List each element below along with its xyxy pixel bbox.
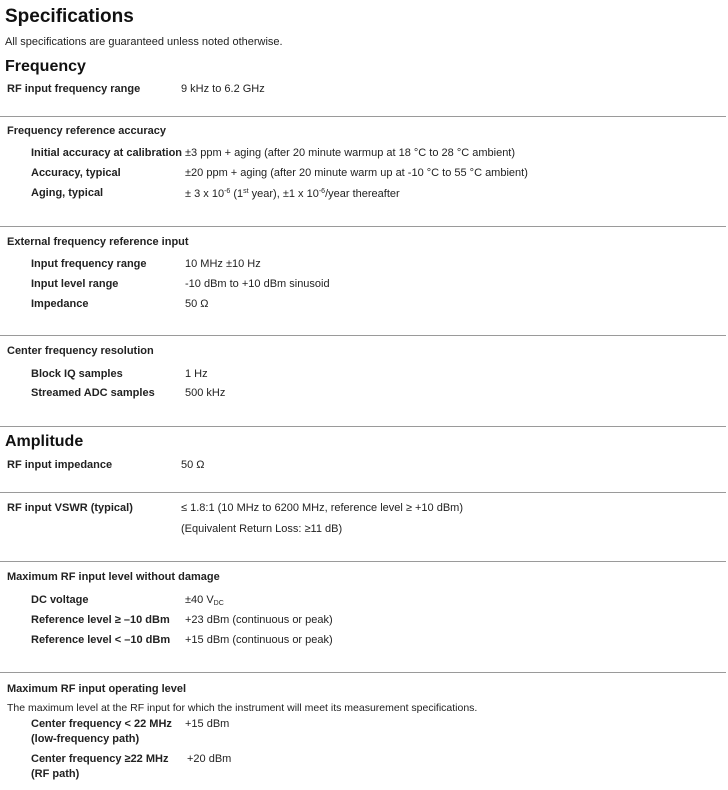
frequency-heading: Frequency xyxy=(5,58,86,75)
external-reference-label: External frequency reference input xyxy=(7,236,189,248)
center-frequency-resolution-label: Center frequency resolution xyxy=(7,345,154,357)
input-level-range-label: Input level range xyxy=(31,278,119,290)
rf-input-impedance-label: RF input impedance xyxy=(7,459,113,471)
initial-accuracy-value: ±3 ppm + aging (after 20 minute warmup at 18 °C to 28 °C ambient) xyxy=(185,147,516,159)
impedance-value: 50 Ω xyxy=(185,298,209,310)
amplitude-heading: Amplitude xyxy=(5,433,84,450)
divider xyxy=(0,335,726,336)
initial-accuracy-label: Initial accuracy at calibration xyxy=(31,147,183,159)
accuracy-typical-value: ±20 ppm + aging (after 20 minute warm up at -10 °C to 55 °C ambient) xyxy=(185,167,528,179)
max-input-without-damage-label: Maximum RF input level without damage xyxy=(7,571,220,583)
page-title: Specifications xyxy=(5,6,134,27)
aging-typical-label: Aging, typical xyxy=(31,187,104,199)
divider xyxy=(0,116,726,117)
input-frequency-range-label: Input frequency range xyxy=(31,258,147,270)
aging-typical-value: ± 3 x $10^{-6}$ (1st year), ±1 x $10^{-6}$/year thereafter xyxy=(185,188,400,200)
rf-frequency-range-value: 9 kHz to 6.2 GHz xyxy=(181,83,265,95)
streamed-adc-samples-label: Streamed ADC samples xyxy=(31,387,155,399)
frequency-reference-accuracy-label: Frequency reference accuracy xyxy=(7,125,166,137)
rf-input-vswr-value: ≤ 1.8:1 (10 MHz to 6200 MHz, reference level ≥ +10 dBm) xyxy=(181,502,464,514)
intro-text: All specifications are guaranteed unless noted otherwise. xyxy=(5,36,283,48)
rf-frequency-range-label: RF input frequency range xyxy=(7,83,141,95)
center-frequency-rf-value: +20 dBm xyxy=(187,753,232,765)
block-iq-samples-value: 1 Hz xyxy=(185,368,208,380)
dc-voltage-value: ±40 $V_{DC}$ xyxy=(185,594,224,607)
impedance-label: Impedance xyxy=(31,298,89,310)
divider xyxy=(0,672,726,673)
dc-voltage-label: DC voltage xyxy=(31,594,89,606)
reference-level-low-label: Reference level < –10 dBm xyxy=(31,634,171,646)
rf-input-impedance-value: 50 Ω xyxy=(181,459,205,471)
max-input-operating-description: The maximum level at the RF input for which the instrument will meet its measurement specifications. xyxy=(7,702,478,714)
reference-level-high-label: Reference level ≥ –10 dBm xyxy=(31,614,170,626)
center-frequency-low-value: +15 dBm xyxy=(185,718,230,730)
rf-input-vswr-label: RF input VSWR (typical) xyxy=(7,502,133,514)
reference-level-low-value: +15 dBm (continuous or peak) xyxy=(185,634,333,646)
divider xyxy=(0,492,726,493)
divider xyxy=(0,426,726,427)
max-input-operating-level-label: Maximum RF input operating level xyxy=(7,683,187,695)
divider xyxy=(0,561,726,562)
input-level-range-value: -10 dBm to +10 dBm sinusoid xyxy=(185,278,330,290)
accuracy-typical-label: Accuracy, typical xyxy=(31,167,121,179)
center-frequency-rf-label: Center frequency ≥22 MHz (RF path) xyxy=(31,753,169,780)
streamed-adc-samples-value: 500 kHz xyxy=(185,387,226,399)
reference-level-high-value: +23 dBm (continuous or peak) xyxy=(185,614,333,626)
rf-input-return-loss-value: (Equivalent Return Loss: ≥11 dB) xyxy=(181,523,343,535)
input-frequency-range-value: 10 MHz ±10 Hz xyxy=(185,258,261,270)
block-iq-samples-label: Block IQ samples xyxy=(31,368,123,380)
divider xyxy=(0,226,726,227)
center-frequency-low-label: Center frequency < 22 MHz (low-frequency path) xyxy=(31,718,172,745)
